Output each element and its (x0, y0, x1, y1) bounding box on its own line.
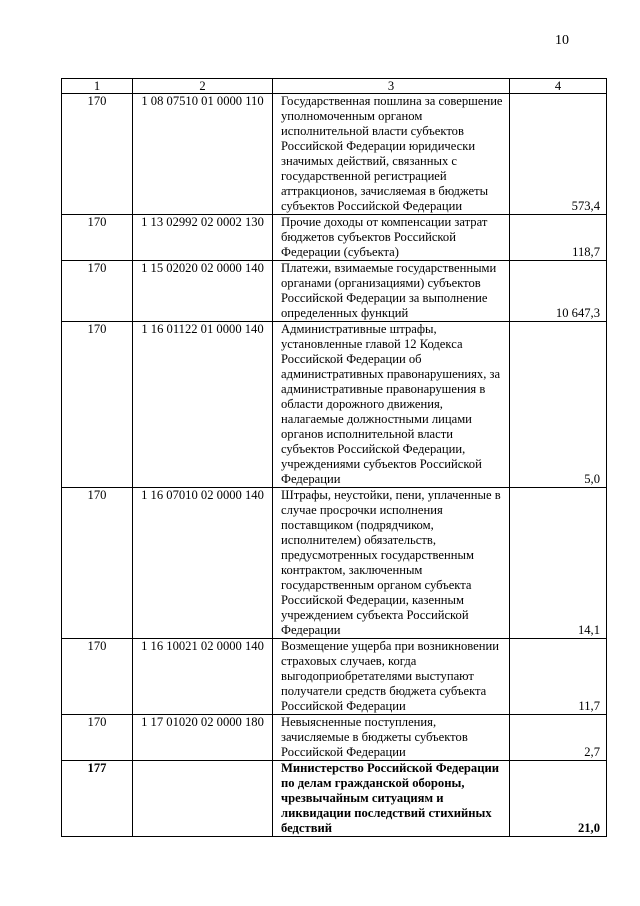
revenue-name-cell: Государственная пошлина за совершение уполномоченным органом исполнительной власти субъектов Российской Федерации юридически значимых действий, связанных с государственной регистрацией аттракционов, зачисляемая в бюджеты субъектов Российской Федерации (273, 94, 510, 215)
table-row (62, 94, 607, 215)
table-row (62, 261, 607, 322)
amount-cell: 14,1 (510, 488, 607, 639)
revenue-code-cell: 1 15 02020 02 0000 140 (133, 261, 273, 322)
amount-cell: 118,7 (510, 215, 607, 261)
admin-code-cell: 170 (62, 94, 133, 215)
revenue-name-cell: Административные штрафы, установленные главой 12 Кодекса Российской Федерации об административных правонарушениях, за административные правонарушения в области дорожного движения, налагаемые должностными лицами органов исполнительной власти субъектов Российской Федерации, учреждениями субъектов Российской Федерации (273, 322, 510, 488)
column-number-1: 1 (62, 79, 133, 94)
revenue-code-cell: 1 16 07010 02 0000 140 (133, 488, 273, 639)
amount-cell: 21,0 (510, 761, 607, 837)
amount-cell: 573,4 (510, 94, 607, 215)
revenue-code-cell: 1 16 01122 01 0000 140 (133, 322, 273, 488)
table-row (62, 715, 607, 761)
table-row (62, 322, 607, 488)
column-number-3: 3 (273, 79, 510, 94)
admin-code-cell: 177 (62, 761, 133, 837)
admin-code-cell: 170 (62, 639, 133, 715)
revenue-code-cell: 1 13 02992 02 0002 130 (133, 215, 273, 261)
admin-code-cell: 170 (62, 488, 133, 639)
column-number-2: 2 (133, 79, 273, 94)
admin-code-cell: 170 (62, 715, 133, 761)
table-body (62, 94, 607, 837)
revenue-code-cell: 1 08 07510 01 0000 110 (133, 94, 273, 215)
revenue-name-cell: Прочие доходы от компенсации затрат бюджетов субъектов Российской Федерации (субъекта) (273, 215, 510, 261)
revenue-code-cell: 1 17 01020 02 0000 180 (133, 715, 273, 761)
revenue-table (61, 78, 607, 837)
amount-cell: 11,7 (510, 639, 607, 715)
revenue-name-cell: Штрафы, неустойки, пени, уплаченные в случае просрочки исполнения поставщиком (подрядчиком, исполнителем) обязательств, предусмотренных государственным контрактом, заключенным государственным органом субъекта Российской Федерации, казенным учреждением субъекта Российской Федерации (273, 488, 510, 639)
page-number: 10 (555, 33, 569, 48)
amount-cell: 5,0 (510, 322, 607, 488)
table-row (62, 639, 607, 715)
table-row (62, 215, 607, 261)
revenue-code-cell (133, 761, 273, 837)
revenue-name-cell: Невыясненные поступления, зачисляемые в бюджеты субъектов Российской Федерации (273, 715, 510, 761)
admin-code-cell: 170 (62, 261, 133, 322)
revenue-name-cell: Платежи, взимаемые государственными органами (организациями) субъектов Российской Федерации за выполнение определенных функций (273, 261, 510, 322)
revenue-code-cell: 1 16 10021 02 0000 140 (133, 639, 273, 715)
amount-cell: 2,7 (510, 715, 607, 761)
admin-code-cell: 170 (62, 322, 133, 488)
revenue-name-cell: Министерство Российской Федерации по делам гражданской обороны, чрезвычайным ситуациям и ликвидации последствий стихийных бедствий (273, 761, 510, 837)
table-row (62, 761, 607, 837)
revenue-name-cell: Возмещение ущерба при возникновении страховых случаев, когда выгодоприобретателями выступают получатели средств бюджета субъекта Российской Федерации (273, 639, 510, 715)
column-number-4: 4 (510, 79, 607, 94)
admin-code-cell: 170 (62, 215, 133, 261)
amount-cell: 10 647,3 (510, 261, 607, 322)
column-number-row (62, 79, 607, 94)
table-row (62, 488, 607, 639)
